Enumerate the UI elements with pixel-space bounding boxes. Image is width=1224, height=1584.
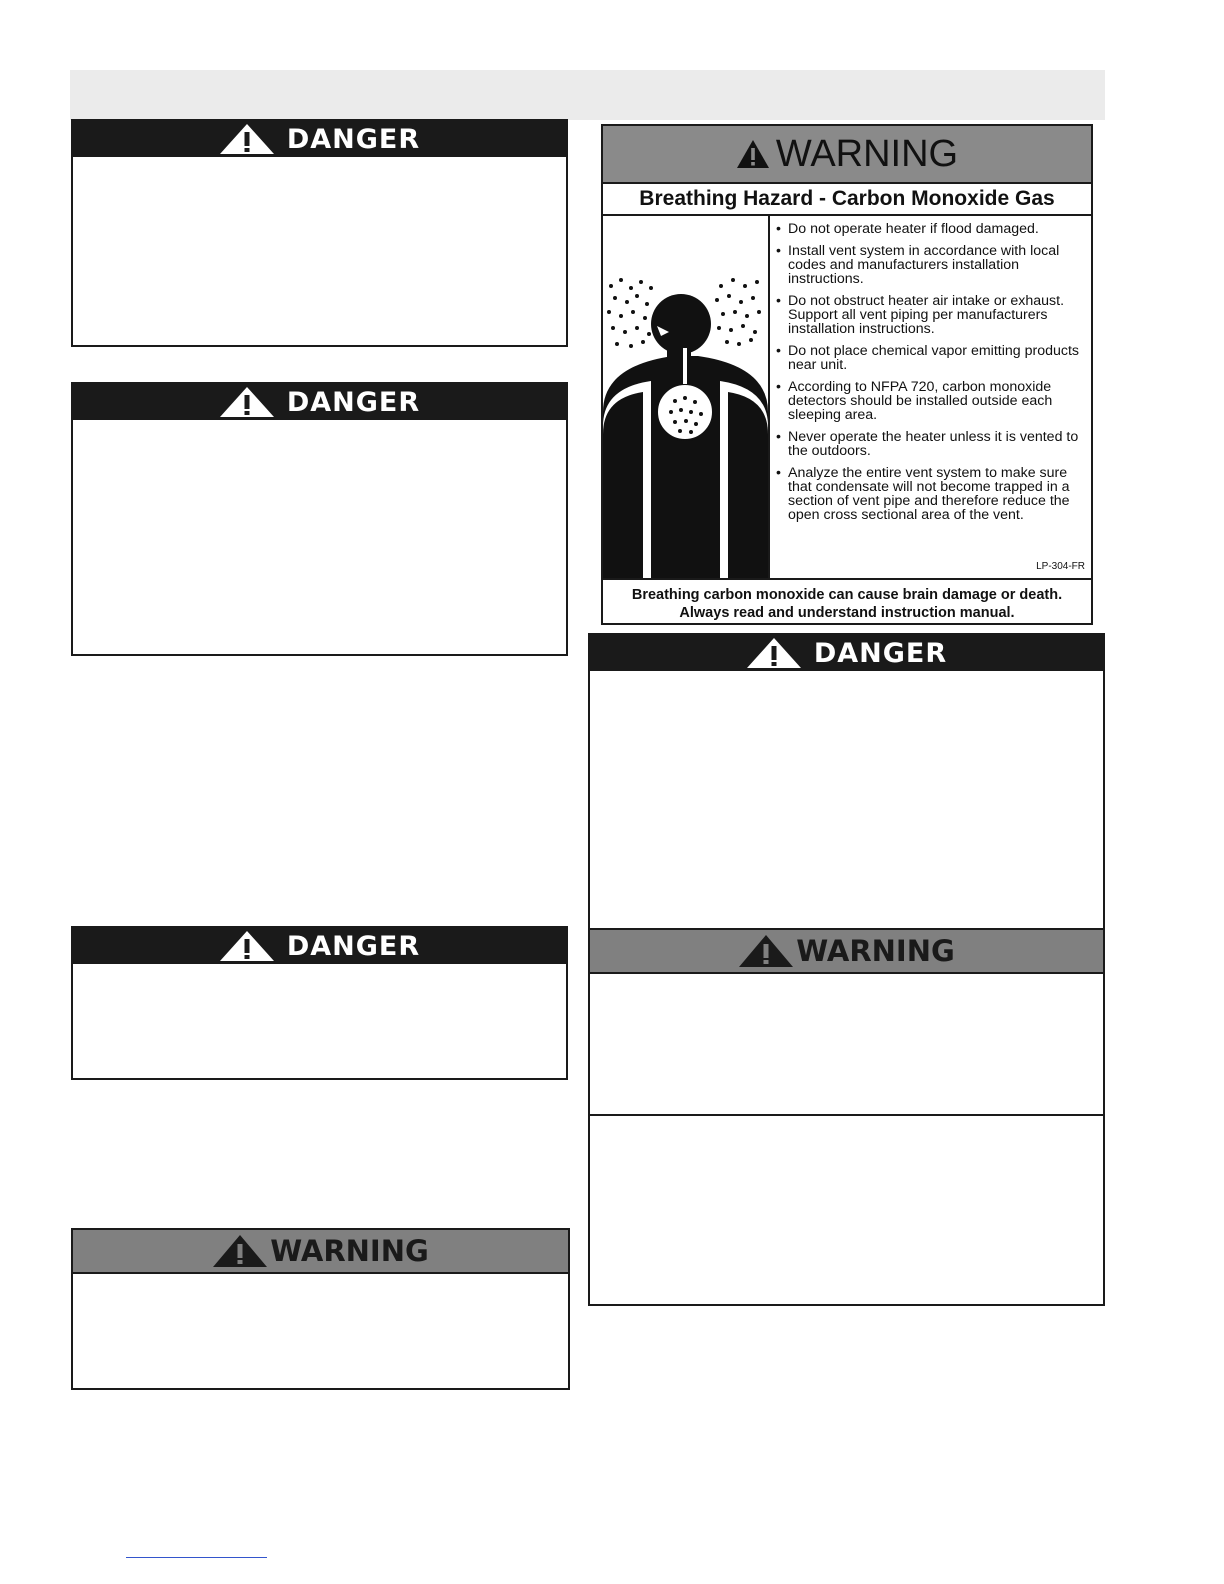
warning-notice-1 bbox=[71, 1228, 570, 1390]
alert-triangle-icon bbox=[212, 1234, 268, 1268]
alert-triangle-icon bbox=[219, 930, 275, 962]
list-item: • Do not obstruct heater air intake or exhaust. Support all vent piping per manufacturers installation instructions. bbox=[776, 294, 1085, 336]
danger-label: DANGER bbox=[286, 930, 421, 962]
co-label-footer bbox=[603, 580, 1091, 622]
list-item: • Do not operate heater if flood damaged. bbox=[776, 222, 1085, 236]
list-item: • Install vent system in accordance with local codes and manufacturers installation instructions. bbox=[776, 244, 1085, 286]
danger-label: DANGER bbox=[813, 637, 948, 669]
warning-header bbox=[590, 930, 1103, 974]
alert-triangle-icon bbox=[736, 139, 770, 169]
co-label-instructions bbox=[770, 216, 1091, 578]
co-footer-line-2: Always read and understand instruction manual. bbox=[679, 605, 1015, 621]
breathing-hazard-icon bbox=[603, 216, 770, 578]
warning-header bbox=[73, 1230, 568, 1274]
co-label-header bbox=[603, 126, 1091, 184]
list-item: • According to NFPA 720, carbon monoxide detectors should be installed outside each sleeping area. bbox=[776, 380, 1085, 422]
co-label-body bbox=[603, 216, 1091, 580]
list-item: • Analyze the entire vent system to make sure that condensate will not become trapped in a section of vent pipe and therefore reduce the open cross sectional area of the vent. bbox=[776, 466, 1085, 522]
danger-header bbox=[73, 384, 566, 420]
danger-label: DANGER bbox=[286, 386, 421, 418]
co-label-title: WARNING bbox=[775, 132, 959, 175]
alert-triangle-icon bbox=[219, 123, 275, 155]
co-footer-line-1: Breathing carbon monoxide can cause brain damage or death. bbox=[631, 587, 1063, 603]
list-item: • Never operate the heater unless it is vented to the outdoors. bbox=[776, 430, 1085, 458]
danger-notice-1 bbox=[71, 119, 568, 347]
warning-label: WARNING bbox=[796, 934, 955, 968]
alert-triangle-icon bbox=[746, 637, 802, 669]
danger-header bbox=[590, 635, 1103, 671]
danger-notice-2 bbox=[71, 382, 568, 656]
list-item: • Do not place chemical vapor emitting products near unit. bbox=[776, 344, 1085, 372]
alert-triangle-icon bbox=[219, 386, 275, 418]
danger-notice-3 bbox=[71, 926, 568, 1080]
carbon-monoxide-label bbox=[601, 124, 1093, 625]
co-label-subtitle: Breathing Hazard - Carbon Monoxide Gas bbox=[603, 184, 1091, 216]
danger-label: DANGER bbox=[286, 123, 421, 155]
header-band bbox=[70, 70, 1105, 120]
danger-header bbox=[73, 121, 566, 157]
footer-rule bbox=[126, 1557, 267, 1558]
warning-label: WARNING bbox=[270, 1234, 429, 1268]
danger-notice-4 bbox=[588, 633, 1105, 930]
label-code: LP-304-FR bbox=[1036, 561, 1085, 572]
warning-notice-2 bbox=[588, 928, 1105, 1116]
notice-panel bbox=[588, 1114, 1105, 1306]
alert-triangle-icon bbox=[738, 934, 794, 968]
danger-header bbox=[73, 928, 566, 964]
